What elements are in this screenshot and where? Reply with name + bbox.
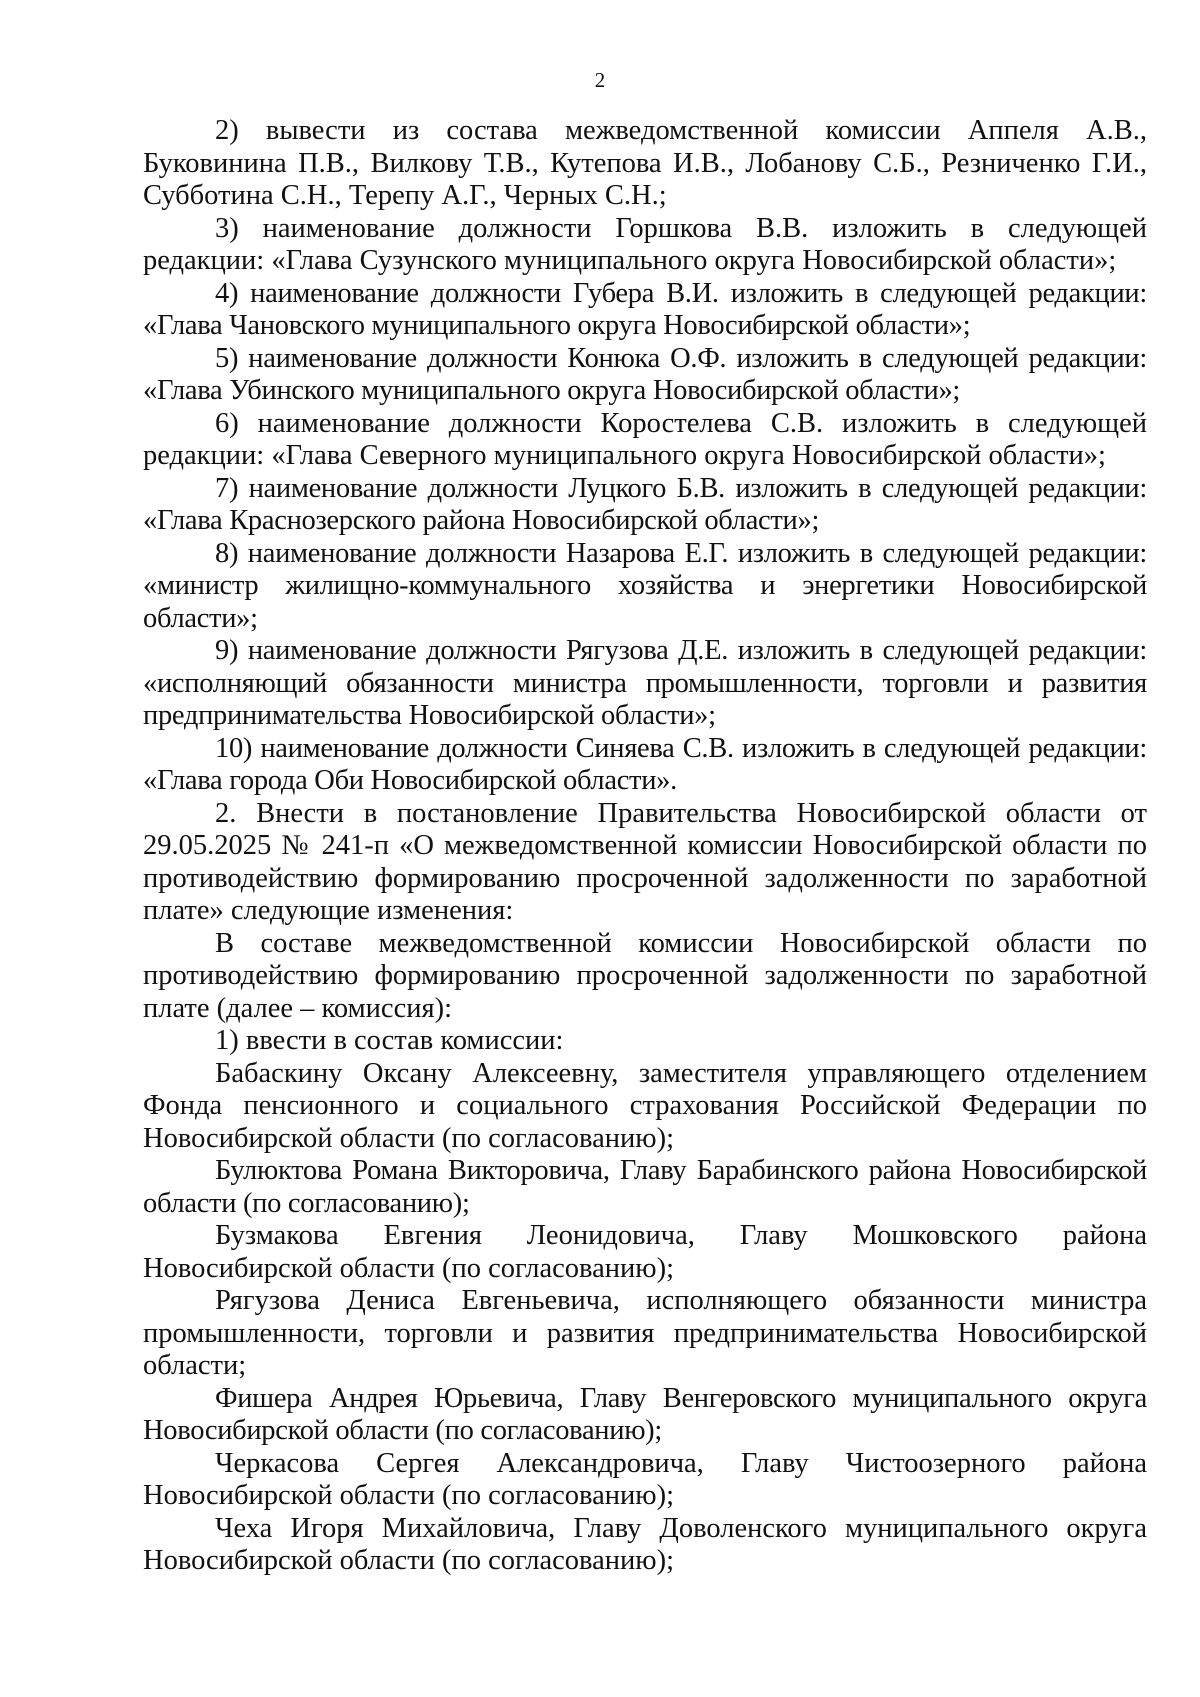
paragraph-section-2: 2. Внести в постановление Правительства Новосибирской области от 29.05.2025 № 241-п «О межведомственной комиссии Новосибирской области по противодействию формированию просроченной задолженности по заработной плате» следующие изменения:: [143, 797, 1147, 926]
paragraph-item-8: 8) наименование должности Назарова Е.Г. изложить в следующей редакции: «министр жилищно-коммунального хозяйства и энергетики Новосибирской области»;: [143, 537, 1147, 634]
member-entry: Чеха Игоря Михайловича, Главу Доволенского муниципального округа Новосибирской области (по согласованию);: [143, 1512, 1147, 1576]
page-number: 2: [594, 68, 606, 92]
member-entry: Бабаскину Оксану Алексеевну, заместителя управляющего отделением Фонда пенсионного и социального страхования Российской Федерации по Новосибирской области (по согласованию);: [143, 1057, 1147, 1154]
paragraph-item-3: 3) наименование должности Горшкова В.В. изложить в следующей редакции: «Глава Сузунского муниципального округа Новосибирской области»;: [143, 212, 1147, 276]
paragraph-item-9: 9) наименование должности Рягузова Д.Е. изложить в следующей редакции: «исполняющий обязанности министра промышленности, торговли и развития предпринимательства Новосибирской области»;: [143, 635, 1147, 731]
paragraph-commission-intro: В составе межведомственной комиссии Новосибирской области по противодействию формированию просроченной задолженности по заработной плате (далее – комиссия):: [143, 927, 1147, 1024]
paragraph-item-5: 5) наименование должности Конюка О.Ф. изложить в следующей редакции: «Глава Убинского муниципального округа Новосибирской области»;: [143, 342, 1147, 406]
paragraph-item-6: 6) наименование должности Коростелева С.В. изложить в следующей редакции: «Глава Северного муниципального округа Новосибирской области»;: [143, 407, 1147, 471]
paragraph-item-10: 10) наименование должности Синяева С.В. изложить в следующей редакции: «Глава города Оби Новосибирской области».: [143, 732, 1147, 796]
member-entry: Черкасова Сергея Александровича, Главу Чистоозерного района Новосибирской области (по согласованию);: [143, 1447, 1147, 1511]
member-entry: Булюктова Романа Викторовича, Главу Барабинского района Новосибирской области (по согласованию);: [143, 1155, 1147, 1219]
paragraph-item-7: 7) наименование должности Луцкого Б.В. изложить в следующей редакции: «Глава Краснозерского района Новосибирской области»;: [143, 472, 1147, 536]
document-body: [143, 115, 1147, 1578]
paragraph-item-4: 4) наименование должности Губера В.И. изложить в следующей редакции: «Глава Чановского муниципального округа Новосибирской области»;: [143, 277, 1147, 341]
paragraph-item-2: 2) вывести из состава межведомственной комиссии Аппеля А.В., Буковинина П.В., Вилкову Т.В., Кутепова И.В., Лобанову С.Б., Резниченко Г.И., Субботина С.Н., Терепу А.Г., Черных С.Н.;: [143, 115, 1147, 211]
member-entry: Рягузова Дениса Евгеньевича, исполняющего обязанности министра промышленности, торговли и развития предпринимательства Новосибирской области;: [143, 1285, 1147, 1381]
paragraph-add-members: 1) ввести в состав комиссии:: [215, 1025, 564, 1056]
member-entry: Фишера Андрея Юрьевича, Главу Венгеровского муниципального округа Новосибирской области (по согласованию);: [143, 1382, 1147, 1446]
member-entry: Бузмакова Евгения Леонидовича, Главу Мошковского района Новосибирской области (по согласованию);: [143, 1220, 1147, 1284]
